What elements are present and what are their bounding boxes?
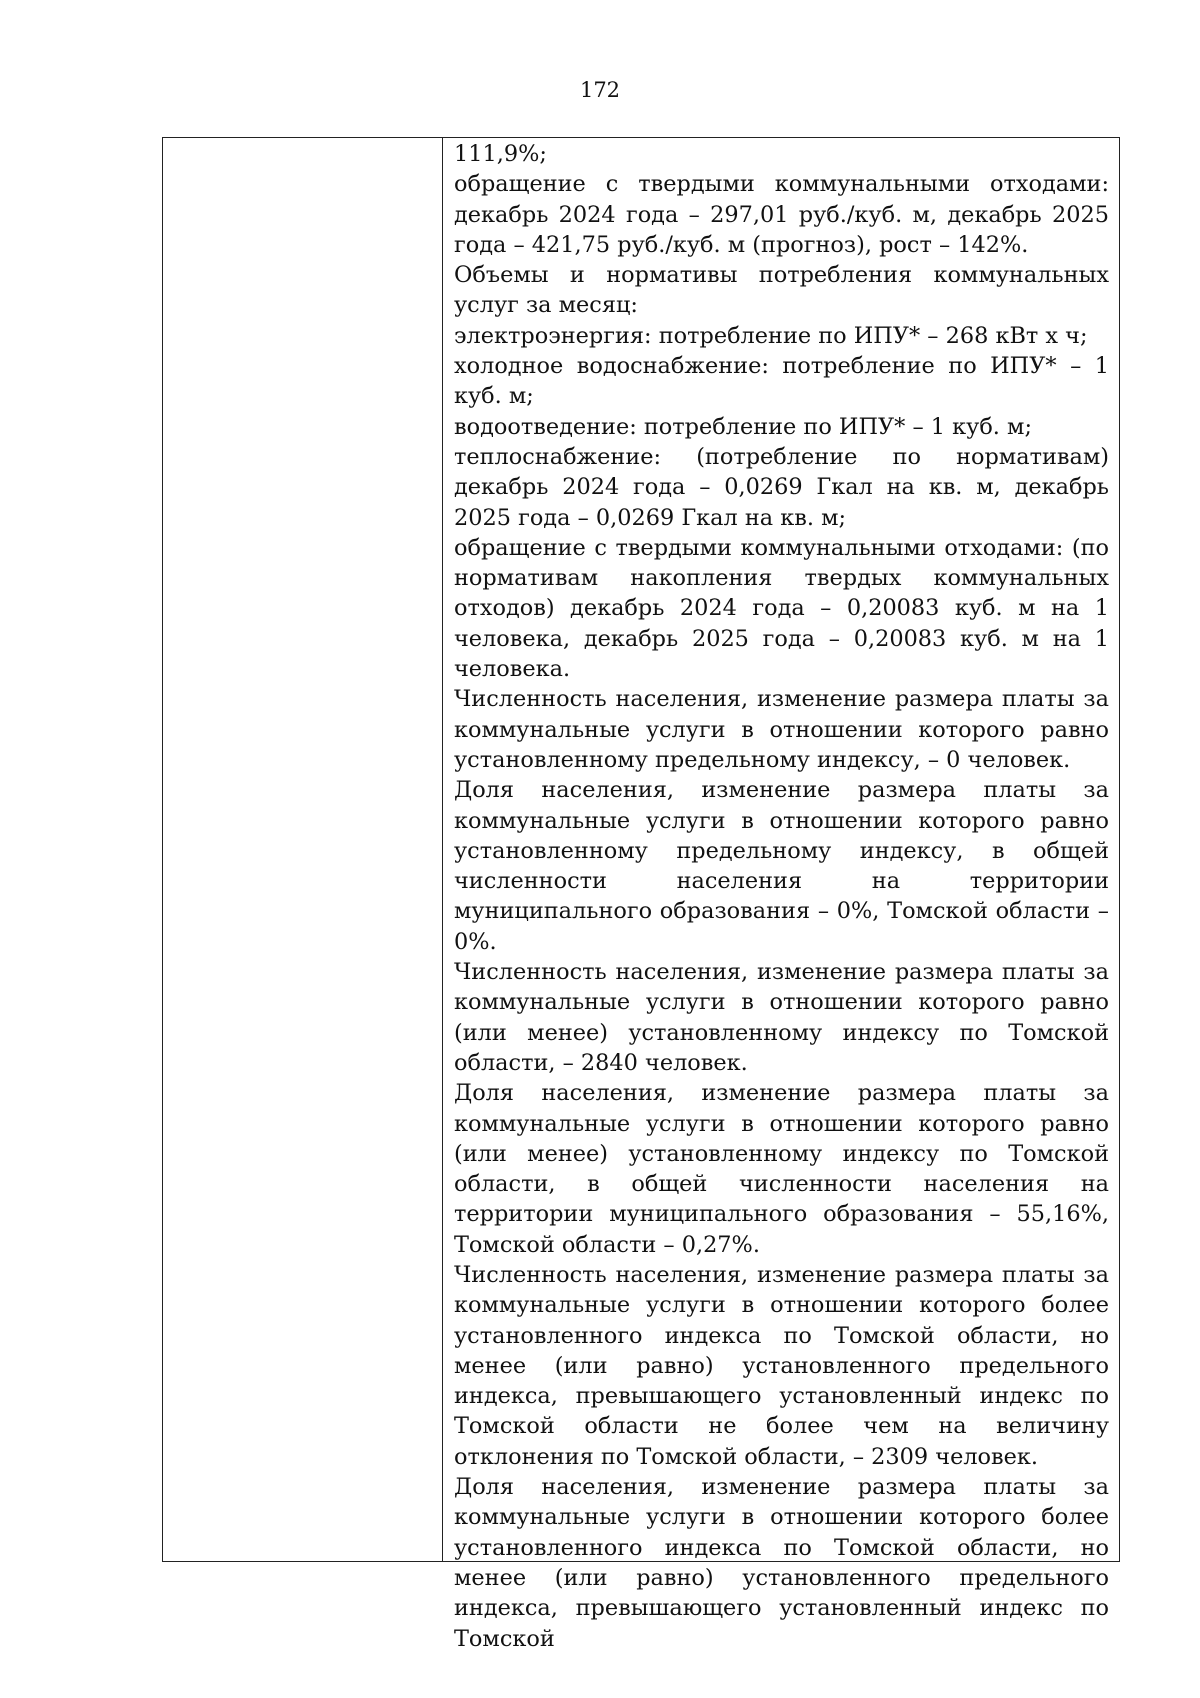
paragraph-electricity: электроэнергия: потребление по ИПУ* – 268 кВт х ч; (454, 322, 1088, 349)
paragraph-population-limit-index: Численность населения, изменение размера платы за коммунальные услуги в отношении которого равно установленному предельному индексу, – 0 человек. (454, 686, 1109, 773)
paragraph-share-above-index: Доля населения, изменение размера платы за коммунальные услуги в отношении которого более установленного индекса по Томской области, но менее (или равно) установленного предельного индекса, превышающего установленный индекс по Томской (454, 1474, 1109, 1652)
paragraph-share-regional-index: Доля населения, изменение размера платы за коммунальные услуги в отношении которого равно (или менее) установленному индексу по Томской области, в общей численности населения на территории муниципального образования – 55,16%, Томской области – 0,27%. (454, 1080, 1109, 1258)
paragraph-population-above-index: Численность населения, изменение размера платы за коммунальные услуги в отношении которого более установленного индекса по Томской области, но менее (или равно) установленного предельного индекса, превышающего установленный индекс по Томской области не более чем на величину отклонения по Томской области, – 2309 человек. (454, 1261, 1109, 1470)
table-left-cell (163, 138, 443, 1561)
paragraph-waste-norms: обращение с твердыми коммунальными отходами: (по нормативам накопления твердых коммунальных отходов) декабрь 2024 года – 0,20083 куб. м на 1 человека, декабрь 2025 года – 0,20083 куб. м на 1 человека. (454, 534, 1109, 683)
paragraph-waste-tariff: обращение с твердыми коммунальными отходами: декабрь 2024 года – 297,01 руб./куб. м, декабрь 2025 года – 421,75 руб./куб. м (прогноз), рост – 142%. (454, 171, 1109, 258)
content-table (162, 137, 1120, 1652)
table-right-cell (443, 138, 1119, 1652)
paragraph-drainage: водоотведение: потребление по ИПУ* – 1 куб. м; (454, 413, 1033, 440)
paragraph-growth-tail: 111,9%; (454, 141, 547, 167)
paragraph-cold-water: холодное водоснабжение: потребление по ИПУ* – 1 куб. м; (454, 353, 1109, 410)
paragraph-heating: теплоснабжение: (потребление по нормативам) декабрь 2024 года – 0,0269 Гкал на кв. м, декабрь 2025 года – 0,0269 Гкал на кв. м; (454, 443, 1109, 531)
paragraph-volumes-heading: Объемы и нормативы потребления коммунальных услуг за месяц: (454, 262, 1109, 319)
page-number: 172 (579, 78, 621, 102)
paragraph-share-limit-index: Доля населения, изменение размера платы за коммунальные услуги в отношении которого равно установленному предельному индексу, в общей численности населения на территории муниципального образования – 0%, Томской области – 0%. (454, 777, 1109, 955)
paragraph-population-regional-index: Численность населения, изменение размера платы за коммунальные услуги в отношении которого равно (или менее) установленному индексу по Томской области, – 2840 человек. (454, 959, 1109, 1076)
